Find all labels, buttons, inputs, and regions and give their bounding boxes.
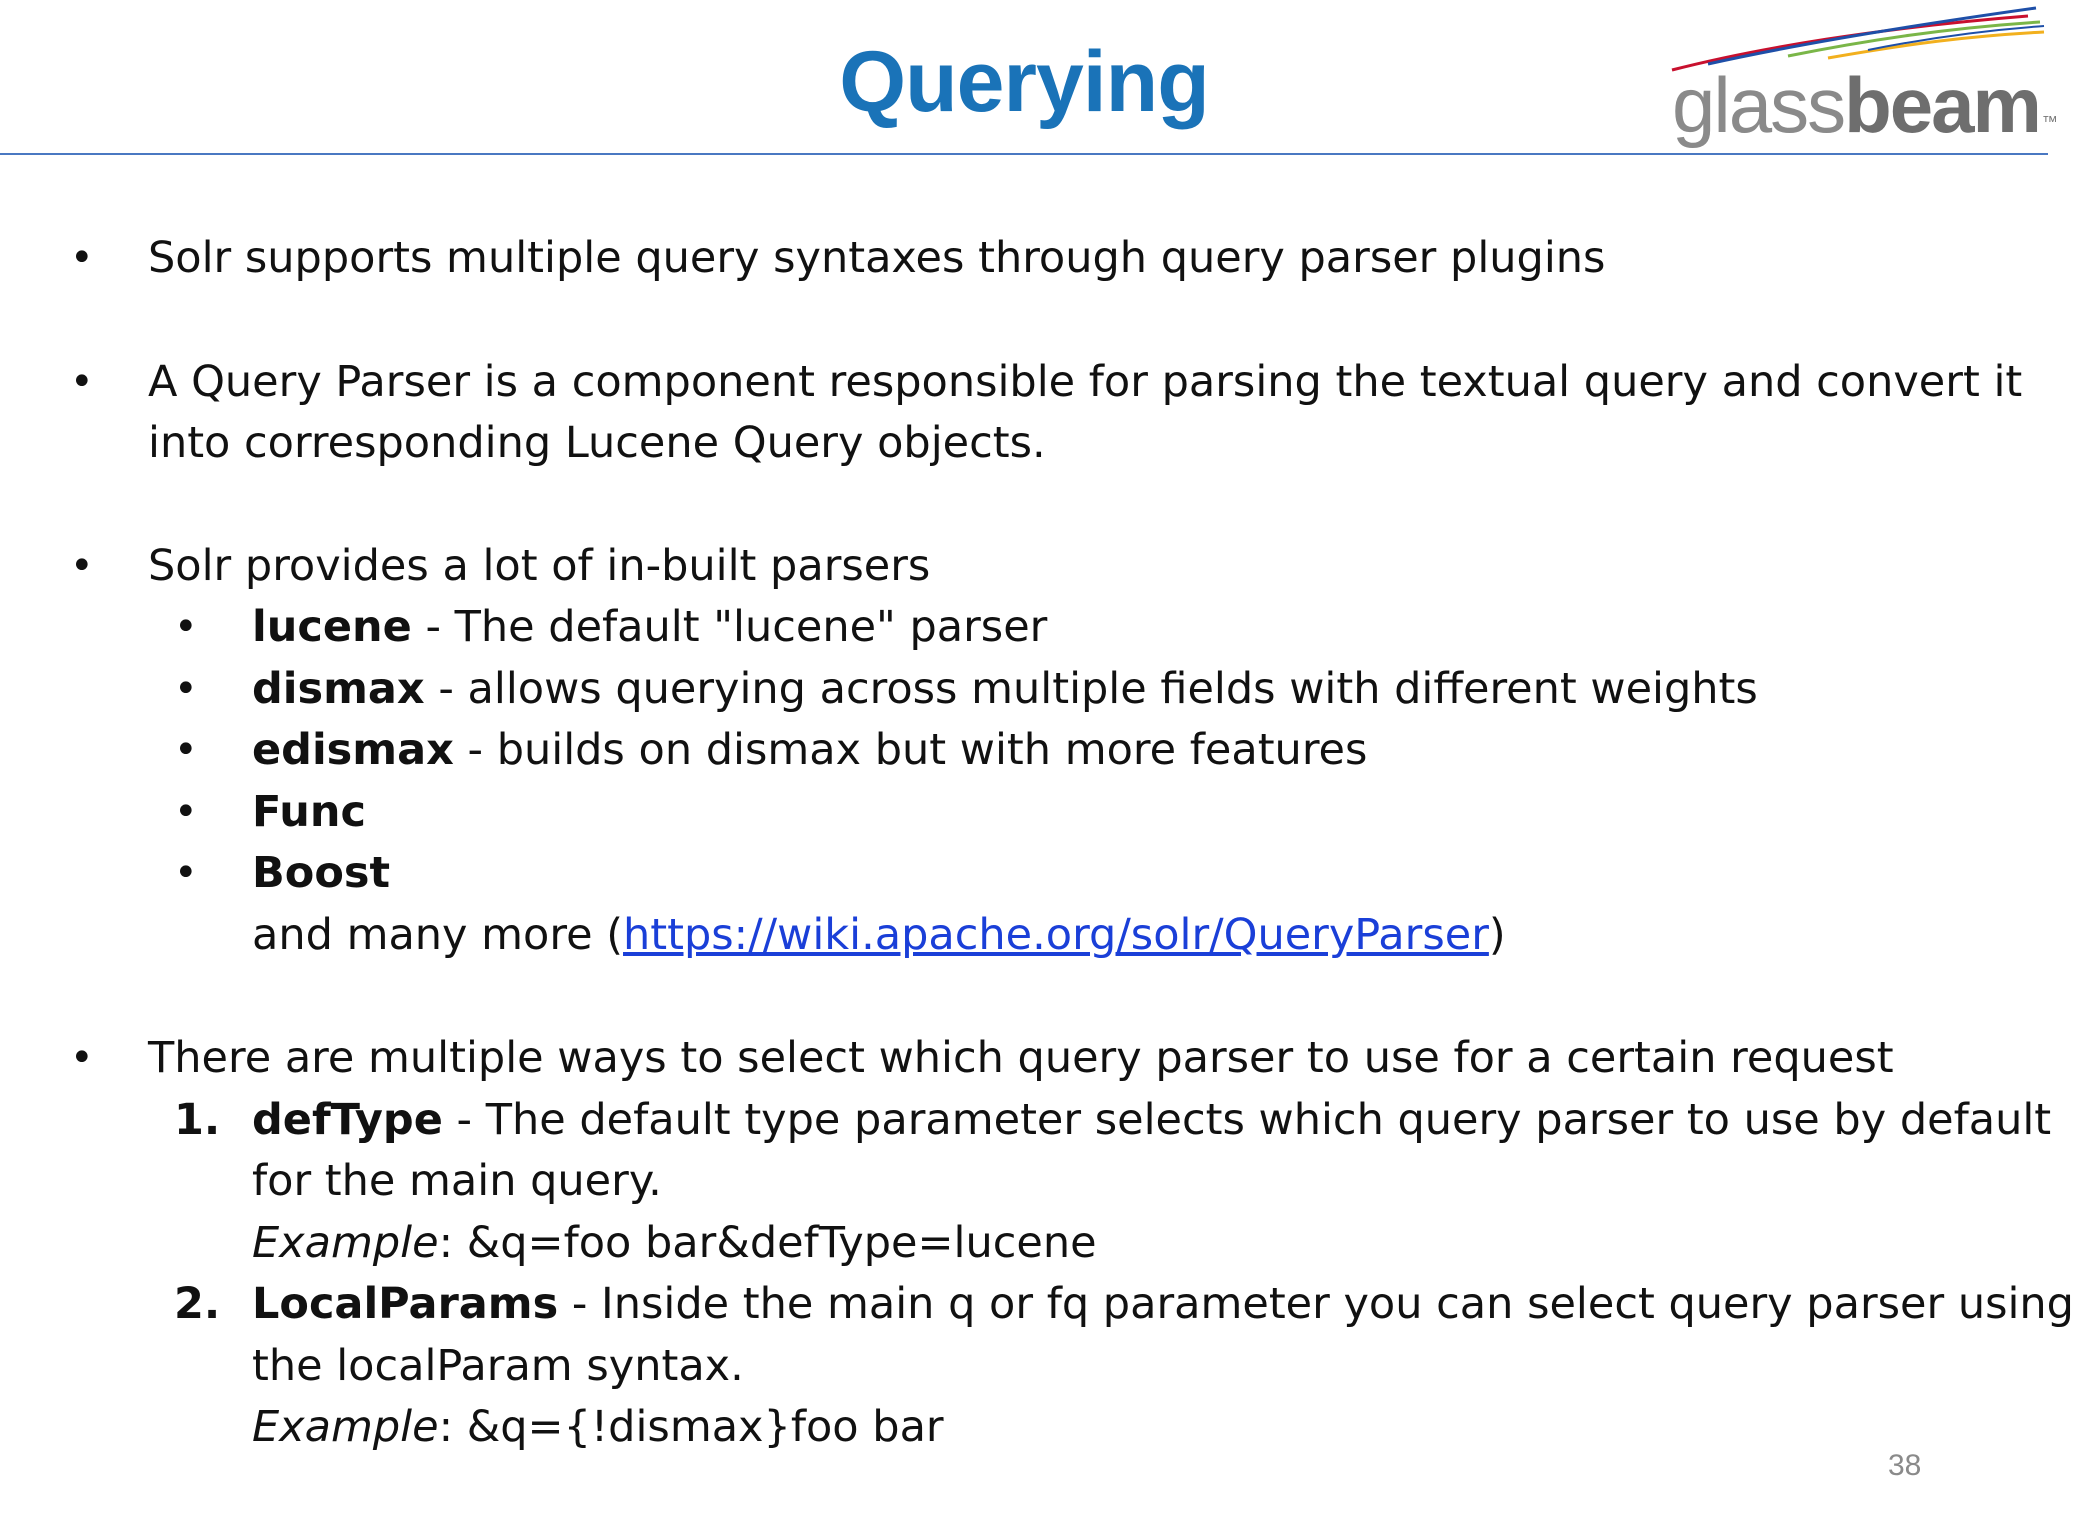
- way-name: defType: [252, 1095, 443, 1145]
- bullet-dot-icon: •: [70, 1035, 94, 1081]
- parser-item-dismax: [252, 659, 1758, 719]
- example-value: : &q=foo bar&defType=lucene: [438, 1218, 1097, 1268]
- logo-text-beam: beam: [1844, 61, 2040, 149]
- bullet-dot-icon: •: [70, 543, 94, 589]
- sub-bullet-dot-icon: •: [174, 727, 198, 773]
- parser-desc: - The default "lucene" parser: [411, 602, 1048, 652]
- way-desc: - The default type parameter selects which query parser to use by default: [442, 1095, 2052, 1145]
- parser-name: lucene: [252, 602, 412, 652]
- bullet-3-text: Solr provides a lot of in-built parsers: [148, 541, 931, 591]
- logo-trademark: ™: [2041, 114, 2058, 131]
- parser-name: dismax: [252, 664, 425, 714]
- bullet-2-text-line2: into corresponding Lucene Query objects.: [148, 418, 1046, 468]
- parser-item-edismax: [252, 720, 1367, 780]
- example-label: Example: [252, 1402, 439, 1452]
- sub-bullet-dot-icon: •: [174, 604, 198, 650]
- way-number: 2.: [174, 1279, 221, 1329]
- query-parser-wiki-link[interactable]: https://wiki.apache.org/solr/QueryParser: [623, 910, 1489, 960]
- parser-item-lucene: [252, 597, 1047, 657]
- more-parsers-suffix: ): [1488, 910, 1506, 960]
- sub-bullet-dot-icon: •: [174, 850, 198, 896]
- way-item-deftype-example: [252, 1213, 1097, 1273]
- slide-title: Querying: [839, 34, 1209, 130]
- way-item-deftype-line1: [252, 1090, 2051, 1150]
- way-item-localparams-example: [252, 1397, 944, 1457]
- sub-bullet-dot-icon: •: [174, 666, 198, 712]
- parser-desc: - builds on dismax but with more features: [453, 725, 1368, 775]
- parser-name: edismax: [252, 725, 454, 775]
- way-item-deftype-line2: for the main query.: [252, 1156, 662, 1206]
- parser-desc: - allows querying across multiple fields with different weights: [424, 664, 1758, 714]
- more-parsers-line: [252, 905, 1506, 965]
- bullet-dot-icon: •: [70, 235, 94, 281]
- way-desc: - Inside the main q or fq parameter you can select query parser using: [558, 1279, 2074, 1329]
- way-number: 1.: [174, 1095, 221, 1145]
- page-number: 38: [1888, 1449, 1922, 1482]
- way-name: LocalParams: [252, 1279, 559, 1329]
- bullet-1-text: Solr supports multiple query syntaxes through query parser plugins: [148, 233, 1606, 283]
- parser-name: Boost: [252, 848, 391, 898]
- way-item-localparams-line2: the localParam syntax.: [252, 1341, 744, 1391]
- logo-text-glass: glass: [1672, 61, 1845, 149]
- more-parsers-prefix: and many more (: [252, 910, 624, 960]
- example-label: Example: [252, 1218, 439, 1268]
- bullet-2-text-line1: A Query Parser is a component responsible for parsing the textual query and convert it: [148, 357, 2023, 407]
- sub-bullet-dot-icon: •: [174, 789, 198, 835]
- parser-name: Func: [252, 787, 366, 837]
- example-value: : &q={!dismax}foo bar: [438, 1402, 944, 1452]
- parser-item-boost: [252, 843, 390, 903]
- bullet-dot-icon: •: [70, 359, 94, 405]
- way-item-localparams-line1: [252, 1274, 2074, 1334]
- parser-item-func: [252, 782, 366, 842]
- bullet-4-text: There are multiple ways to select which query parser to use for a certain request: [148, 1033, 1894, 1083]
